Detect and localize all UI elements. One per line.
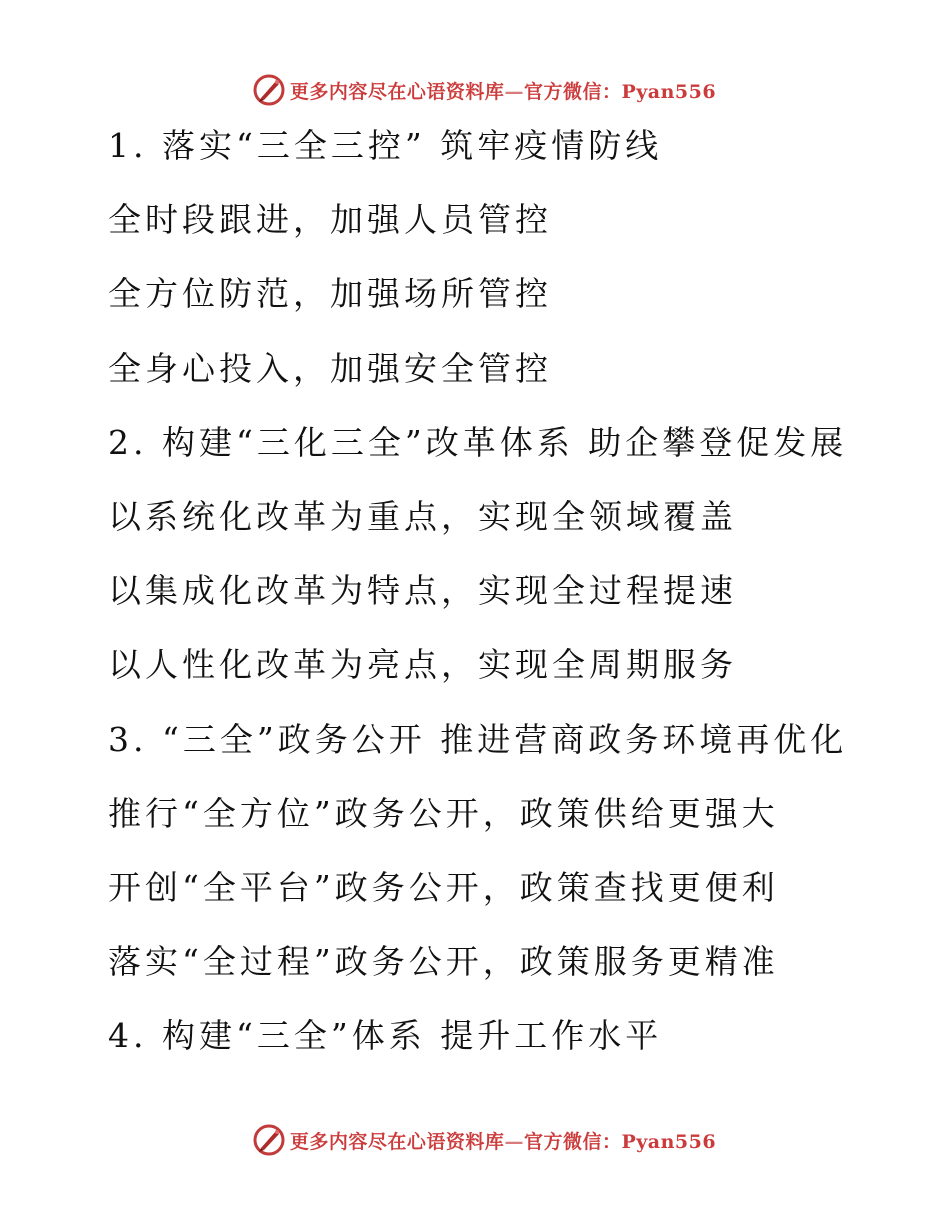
quill-in-circle-icon (252, 1123, 286, 1157)
paragraph-line: 落实“全过程”政务公开，政策服务更精准 (108, 942, 779, 982)
paragraph-line: 开创“全平台”政务公开，政策查找更便利 (108, 867, 779, 907)
watermark-main: 更多内容尽在心语资料库 (289, 80, 505, 103)
paragraph-line: 推行“全方位”政务公开，政策供给更强大 (108, 793, 779, 833)
watermark-text (290, 1127, 716, 1154)
paragraph-line: 全时段跟进，加强人员管控 (108, 200, 552, 240)
section-heading-3: 3. “三全”政务公开 推进营商政务环境再优化 (108, 719, 848, 759)
quill-in-circle-icon (252, 73, 286, 107)
watermark-group (252, 1123, 716, 1157)
watermark-official: 官方微信： (523, 80, 622, 103)
watermark-dash: — (504, 80, 524, 103)
watermark-group (252, 73, 716, 107)
header-watermark (0, 70, 950, 110)
paragraph-line: 以系统化改革为重点，实现全领域覆盖 (108, 496, 737, 536)
watermark-official: 官方微信： (523, 1130, 622, 1153)
watermark-dash: — (504, 1130, 524, 1153)
section-heading-1: 1. 落实“三全三控” 筑牢疫情防线 (108, 126, 663, 165)
paragraph-line: 以人性化改革为亮点，实现全周期服务 (108, 645, 737, 685)
watermark-text (290, 77, 716, 104)
document-body (108, 118, 908, 1082)
watermark-main: 更多内容尽在心语资料库 (289, 1130, 505, 1153)
section-heading-4: 4. 构建“三全”体系 提升工作水平 (108, 1016, 663, 1056)
section-heading-2: 2. 构建“三化三全”改革体系 助企攀登促发展 (108, 422, 848, 462)
paragraph-line: 全方位防范，加强场所管控 (108, 274, 552, 314)
watermark-id: Pyan556 (621, 1130, 717, 1153)
paragraph-line: 以集成化改革为特点，实现全过程提速 (108, 571, 737, 611)
paragraph-line: 全身心投入，加强安全管控 (108, 348, 552, 388)
footer-watermark (0, 1120, 950, 1160)
watermark-id: Pyan556 (621, 80, 717, 103)
